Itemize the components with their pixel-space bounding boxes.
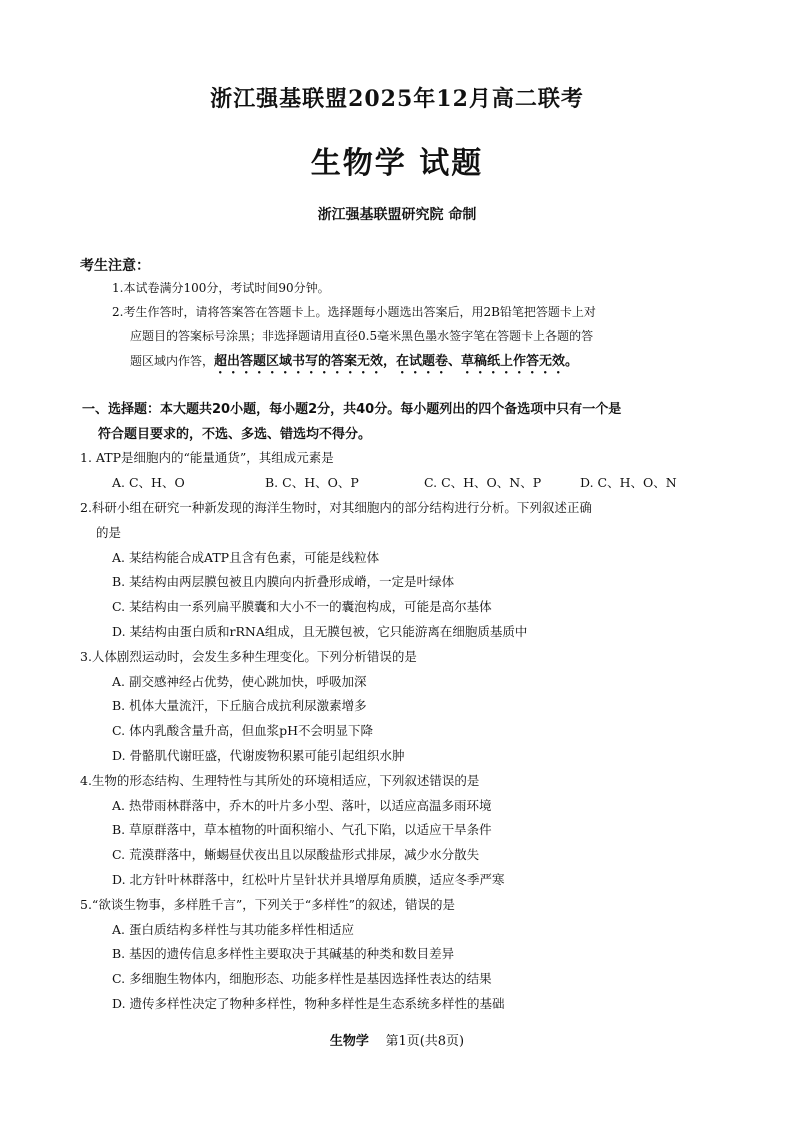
question-3-stem: 3.人体剧烈运动时，会发生多种生理变化。下列分析错误的是 <box>80 649 417 664</box>
question-2-stem-cont: 的是 <box>96 525 122 540</box>
question-5-option-a: A. 蛋白质结构多样性与其功能多样性相适应 <box>112 922 354 937</box>
question-3-option-b: B. 机体大量流汗，下丘脑合成抗利尿激素增多 <box>112 698 367 713</box>
footer-subject: 生物学 <box>329 1034 369 1049</box>
question-1-option-d: D. C、H、O、N <box>580 475 677 490</box>
question-4-option-b: B. 草原群落中，草本植物的叶面积缩小、气孔下陷，以适应干旱条件 <box>112 822 492 837</box>
question-2-option-b: B. 某结构由两层膜包被且内膜向内折叠形成嵴，一定是叶绿体 <box>112 574 455 589</box>
question-5-stem: 5.“欲谈生物事，多样胜千言”，下列关于“多样性”的叙述，错误的是 <box>80 897 455 912</box>
notice-title: 考生注意： <box>80 258 150 274</box>
question-1-stem: 1. ATP是细胞内的“能量通货”，其组成元素是 <box>80 450 334 465</box>
notice-item-2-emphasis: 超出答题区域书写的答案无效，在试题卷、草稿纸上作答无效。 <box>214 354 579 369</box>
notice-item-2-line-2: 应题目的答案标号涂黑；非选择题请用直径0.5毫米黑色墨水签字笔在答题卡上各题的答 <box>130 329 594 343</box>
section-heading-line-2: 符合题目要求的，不选、多选、错选均不得分。 <box>98 427 372 442</box>
section-heading-line-1: 一、选择题：本大题共20小题，每小题2分，共40分。每小题列出的四个备选项中只有一个是 <box>82 402 622 417</box>
question-5-option-c: C. 多细胞生物体内，细胞形态、功能多样性是基因选择性表达的结果 <box>112 971 492 986</box>
notice-item-2-plain: 题区域内作答， <box>130 354 215 368</box>
question-3-option-d: D. 骨骼肌代谢旺盛，代谢废物积累可能引起组织水肿 <box>112 748 405 763</box>
question-4-option-c: C. 荒漠群落中，蜥蜴昼伏夜出且以尿酸盐形式排尿，减少水分散失 <box>112 847 480 862</box>
notice-item-1: 1.本试卷满分100分，考试时间90分钟。 <box>112 281 330 295</box>
question-2-stem: 2.科研小组在研究一种新发现的海洋生物时，对其细胞内的部分结构进行分析。下列叙述正确 <box>80 500 592 515</box>
question-1-option-b: B. C、H、O、P <box>265 475 359 490</box>
question-2-option-a: A. 某结构能合成ATP且含有色素，可能是线粒体 <box>112 550 380 565</box>
question-5-option-d: D. 遗传多样性决定了物种多样性，物种多样性是生态系统多样性的基础 <box>112 996 505 1011</box>
exam-title: 浙江强基联盟2025年12月高二联考 <box>210 86 584 112</box>
question-4-stem: 4.生物的形态结构、生理特性与其所处的环境相适应，下列叙述错误的是 <box>80 773 480 788</box>
page-footer <box>0 1030 794 1049</box>
question-3-option-a: A. 副交感神经占优势，使心跳加快，呼吸加深 <box>112 674 367 689</box>
question-2-option-d: D. 某结构由蛋白质和rRNA组成，且无膜包被，它只能游离在细胞质基质中 <box>112 624 528 639</box>
question-1-option-a: A. C、H、O <box>112 475 185 490</box>
question-1-option-c: C. C、H、O、N、P <box>424 475 542 490</box>
notice-item-2-line-1: 2.考生作答时，请将答案答在答题卡上。选择题每小题选出答案后，用2B铅笔把答题卡上对 <box>112 305 596 319</box>
question-4-option-d: D. 北方针叶林群落中，红松叶片呈针状并具增厚角质膜，适应冬季严寒 <box>112 872 505 887</box>
question-4-option-a: A. 热带雨林群落中，乔木的叶片多小型、落叶，以适应高温多雨环境 <box>112 798 492 813</box>
subject-title: 生物学 试题 <box>310 146 484 181</box>
question-5-option-b: B. 基因的遗传信息多样性主要取决于其碱基的种类和数目差异 <box>112 946 455 961</box>
organizer-line: 浙江强基联盟研究院 命制 <box>317 207 477 223</box>
footer-page-info: 第1页(共8页) <box>385 1034 465 1049</box>
question-3-option-c: C. 体内乳酸含量升高，但血浆pH不会明显下降 <box>112 723 373 738</box>
notice-item-2-line-3 <box>130 349 578 377</box>
question-2-option-c: C. 某结构由一系列扁平膜囊和大小不一的囊泡构成，可能是高尔基体 <box>112 599 492 614</box>
